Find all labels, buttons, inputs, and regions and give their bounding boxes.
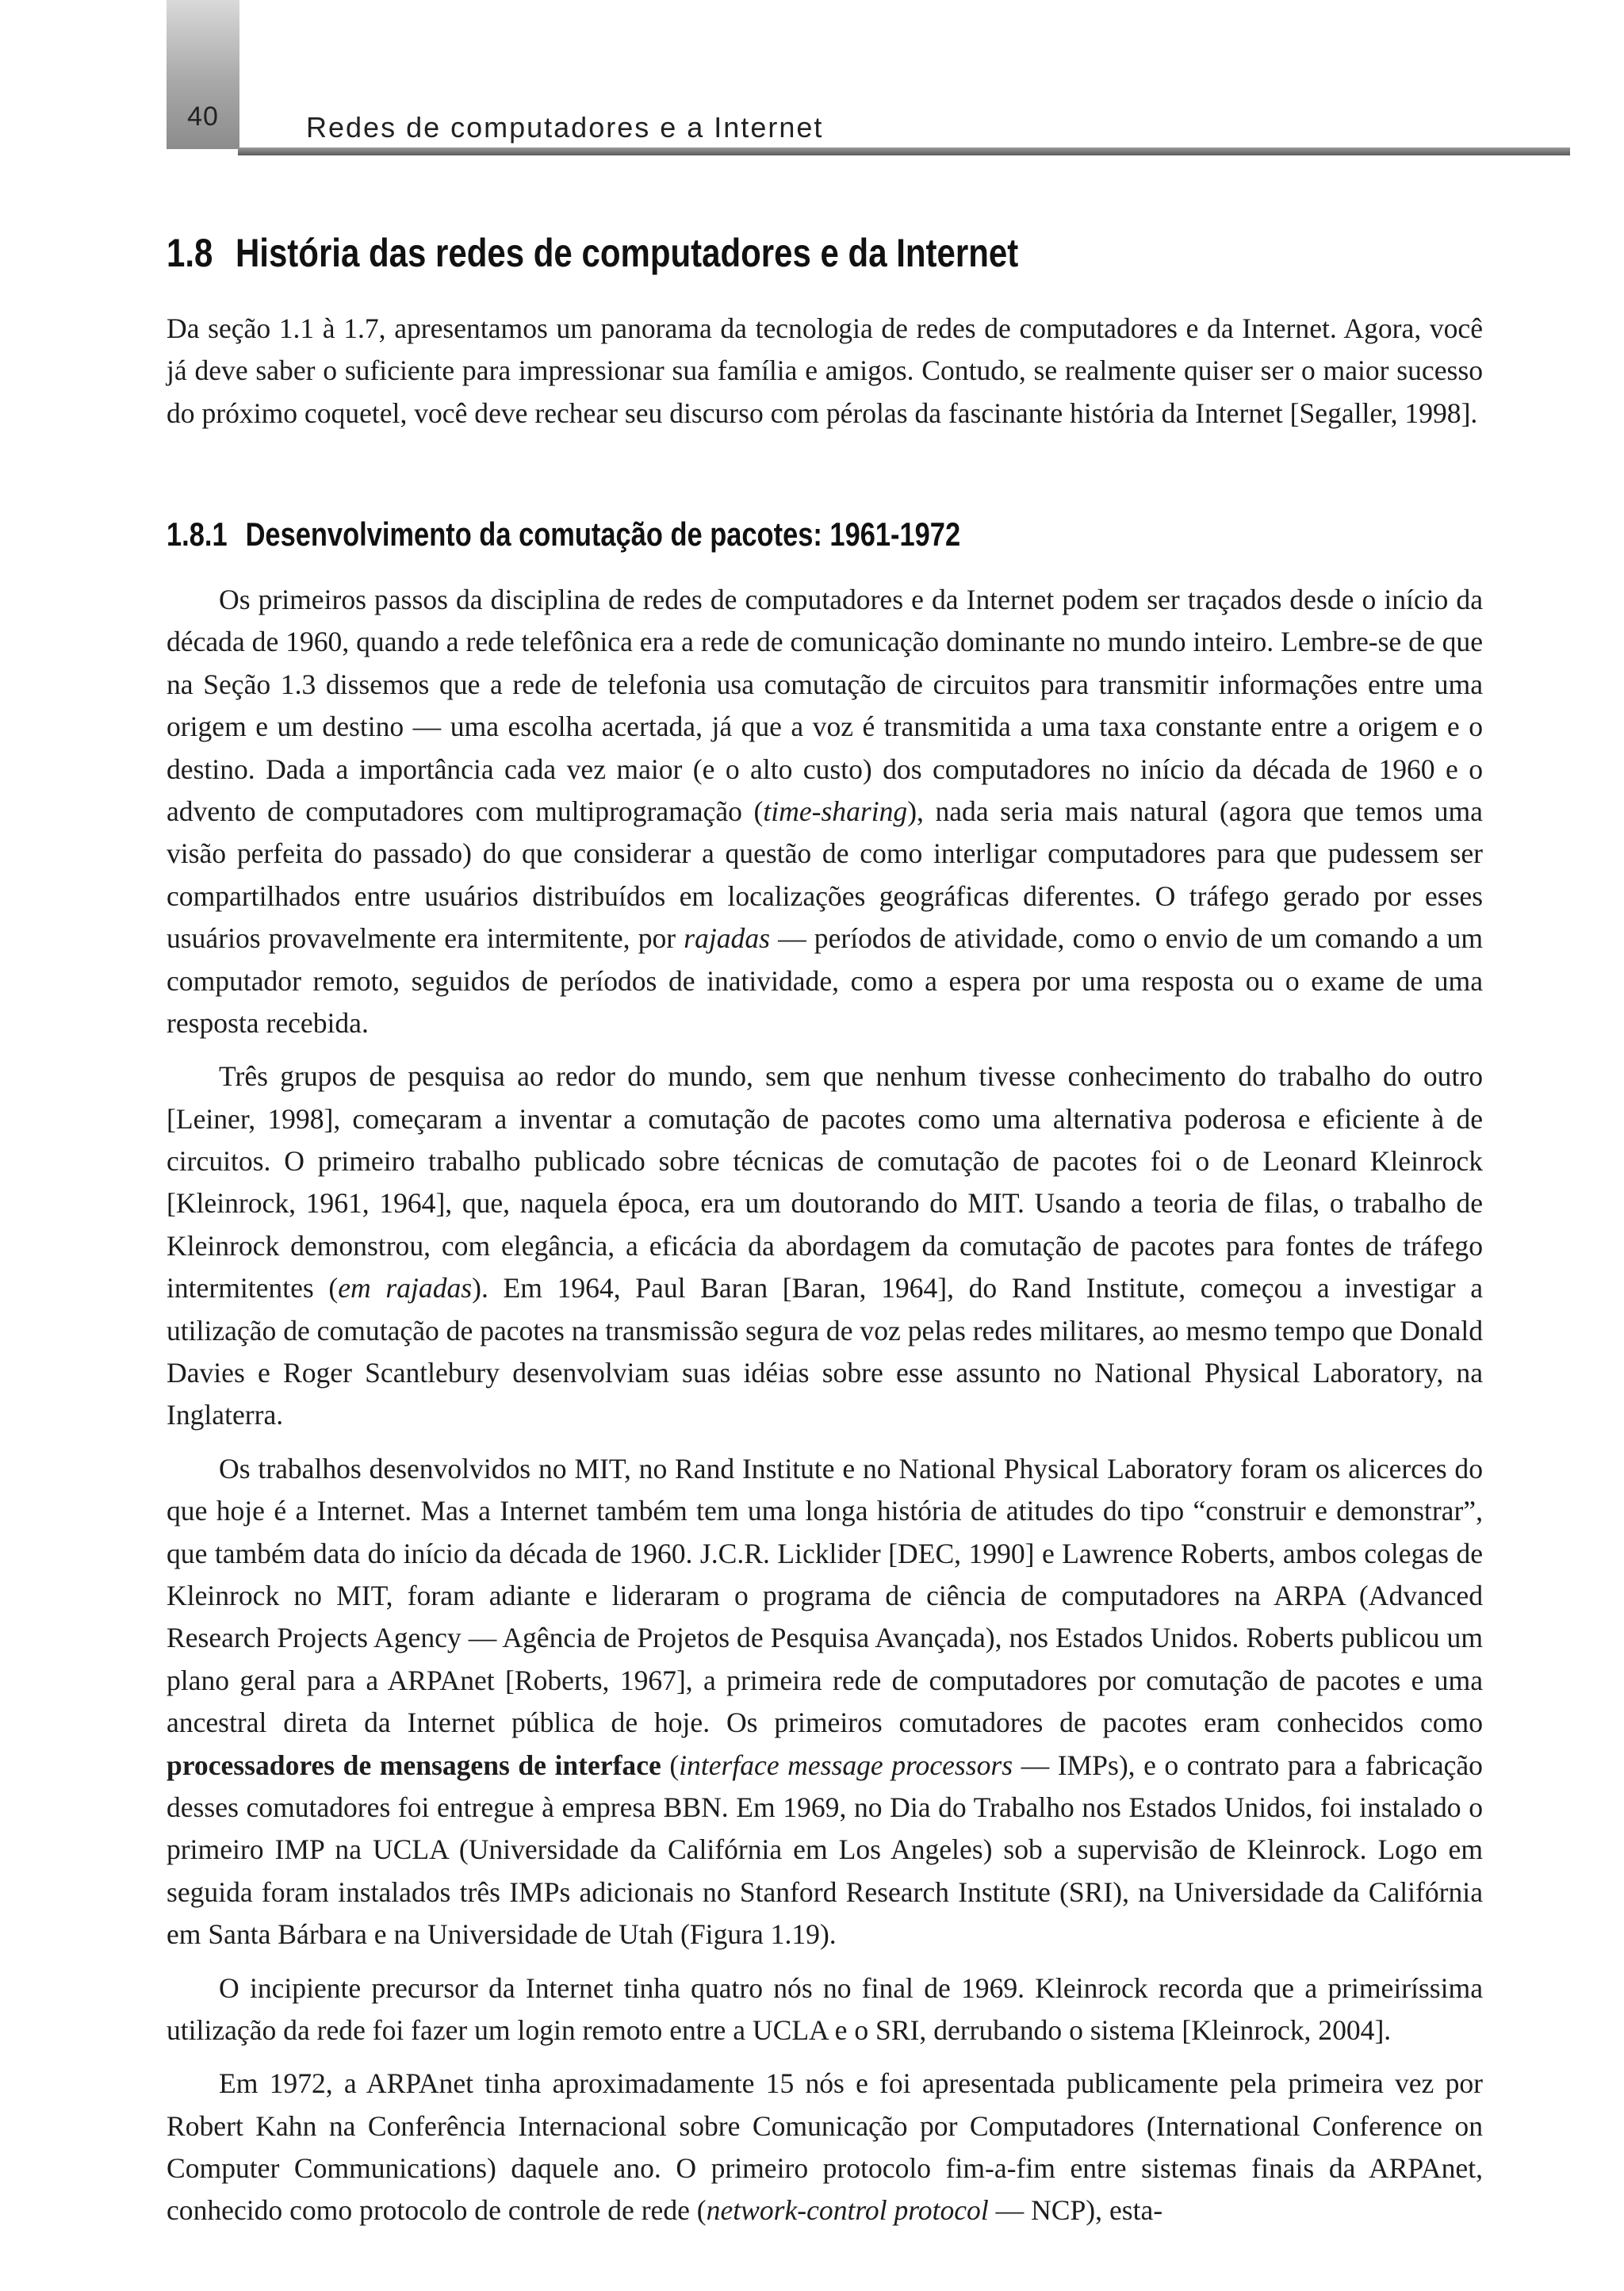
p3-italic-term: interface message processors [679,1749,1013,1781]
p1-text-c: ), nada seria mais natural (agora que temos uma visão perfeita do passado) do que considerar a questão de como interligar computadores para que pudessem ser compartilhados entre usuários distribuídos em localizações geográficas diferentes. O tráfego gerado por esses usuários provavelmente era intermitente, por [167,795,1483,955]
p3-bold-term: processadores de mensagens de interface [167,1749,661,1781]
p1-italic-rajadas: rajadas [684,922,770,955]
p5-text-c: — NCP), esta- [988,2194,1163,2227]
paragraph-5 [167,2063,1483,2232]
subsection-number: 1.8.1 [167,515,228,553]
main-text-block [167,579,1483,2232]
p3-text-c: ( [661,1749,680,1781]
section-number: 1.8 [167,231,213,275]
p5-italic-term: network-control protocol [706,2194,989,2227]
subsection-heading [167,515,960,554]
p3-text-e: — IMPs), e o contrato para a fabricação desses comutadores foi entregue à empresa BBN. Em 1969, no Dia do Trabalho nos Estados Unidos, foi instalado o primeiro IMP na UCLA (Universidade da Califórnia em Los Angeles) sob a supervisão de Kleinrock. Logo em seguida foram instalados três IMPs adicionais no Stanford Research Institute (SRI), na Universidade da Califórnia em Santa Bárbara e na Universidade de Utah (Figura 1.19). [167,1749,1483,1951]
header-rule [238,147,1570,155]
paragraph-2 [167,1055,1483,1437]
p1-text-e: — períodos de atividade, como o envio de um comando a um computador remoto, seguidos de períodos de inatividade, como a espera por uma resposta ou o exame de uma resposta recebida. [167,922,1484,1039]
p5-text-a: Em 1972, a ARPAnet tinha aproximadamente 15 nós e foi apresentada publicamente pela primeira vez por Robert Kahn na Conferência Internacional sobre Comunicação por Computadores (International Conference on Computer Communications) daquele ano. O primeiro protocolo fim-a-fim entre sistemas finais da ARPAnet, conhecido como protocolo de controle de rede ( [167,2067,1483,2227]
p3-text-a: Os trabalhos desenvolvidos no MIT, no Rand Institute e no National Physical Laboratory foram os alicerces do que hoje é a Internet. Mas a Internet também tem uma longa história de atitudes do tipo “construir e demonstrar”, que também data do início da década de 1960. J.C.R. Licklider [DEC, 1990] e Lawrence Roberts, ambos colegas de Kleinrock no MIT, foram adiante e lideraram o programa de ciência de computadores na ARPA (Advanced Research Projects Agency — Agência de Projetos de Pesquisa Avançada), nos Estados Unidos. Roberts publicou um plano geral para a ARPAnet [Roberts, 1967], a primeira rede de computadores por comutação de pacotes e uma ancestral direta da Internet pública de hoje. Os primeiros comutadores de pacotes eram conhecidos como [167,1452,1483,1739]
p1-italic-time-sharing: time-sharing [763,795,908,827]
section-title: História das redes de computadores e da Internet [235,231,1019,275]
p1-text-a: Os primeiros passos da disciplina de redes de computadores e da Internet podem ser traçados desde o início da década de 1960, quando a rede telefônica era a rede de comunicação dominante no mundo inteiro. Lembre-se de que na Seção 1.3 dissemos que a rede de telefonia usa comutação de circuitos para transmitir informações entre uma origem e um destino — uma escolha acertada, já que a voz é transmitida a uma taxa constante entre a origem e o destino. Dada a importância cada vez maior (e o alto custo) dos computadores no início da década de 1960 e o advento de computadores com multiprogramação ( [167,584,1483,827]
section-heading [167,230,1018,276]
p2-text-a: Três grupos de pesquisa ao redor do mundo, sem que nenhum tivesse conhecimento do trabalho do outro [Leiner, 1998], começaram a inventar a comutação de pacotes como uma alternativa poderosa e eficiente à de circuitos. O primeiro trabalho publicado sobre técnicas de comutação de pacotes foi o de Leonard Kleinrock [Kleinrock, 1961, 1964], que, naquela época, era um doutorando do MIT. Usando a teoria de filas, o trabalho de Kleinrock demonstrou, com elegância, a eficácia da abordagem da comutação de pacotes para fontes de tráfego intermitentes ( [167,1060,1483,1304]
subsection-title: Desenvolvimento da comutação de pacotes: 1961-1972 [245,515,961,553]
p2-text-c: ). Em 1964, Paul Baran [Baran, 1964], do Rand Institute, começou a investigar a utilização de comutação de pacotes na transmissão segura de voz pelas redes militares, ao mesmo tempo que Donald Davies e Roger Scantlebury desenvolviam suas idéias sobre esse assunto no National Physical Laboratory, na Inglaterra. [167,1272,1483,1431]
paragraph-3 [167,1448,1483,1956]
intro-block [167,308,1483,435]
running-header-title: Redes de computadores e a Internet [306,111,824,144]
intro-paragraph: Da seção 1.1 à 1.7, apresentamos um panorama da tecnologia de redes de computadores e da Internet. Agora, você já deve saber o suficiente para impressionar sua família e amigos. Contudo, se realmente quiser ser o maior sucesso do próximo coquetel, você deve rechear seu discurso com pérolas da fascinante história da Internet [Segaller, 1998]. [167,312,1483,429]
paragraph-1 [167,579,1483,1044]
paragraph-4: O incipiente precursor da Internet tinha quatro nós no final de 1969. Kleinrock recorda que a primeiríssima utilização da rede foi fazer um login remoto entre a UCLA e o SRI, derrubando o sistema [Kleinrock, 2004]. [167,1971,1483,2046]
p2-italic-em-rajadas: em rajadas [338,1272,473,1304]
page-number: 40 [187,102,219,132]
